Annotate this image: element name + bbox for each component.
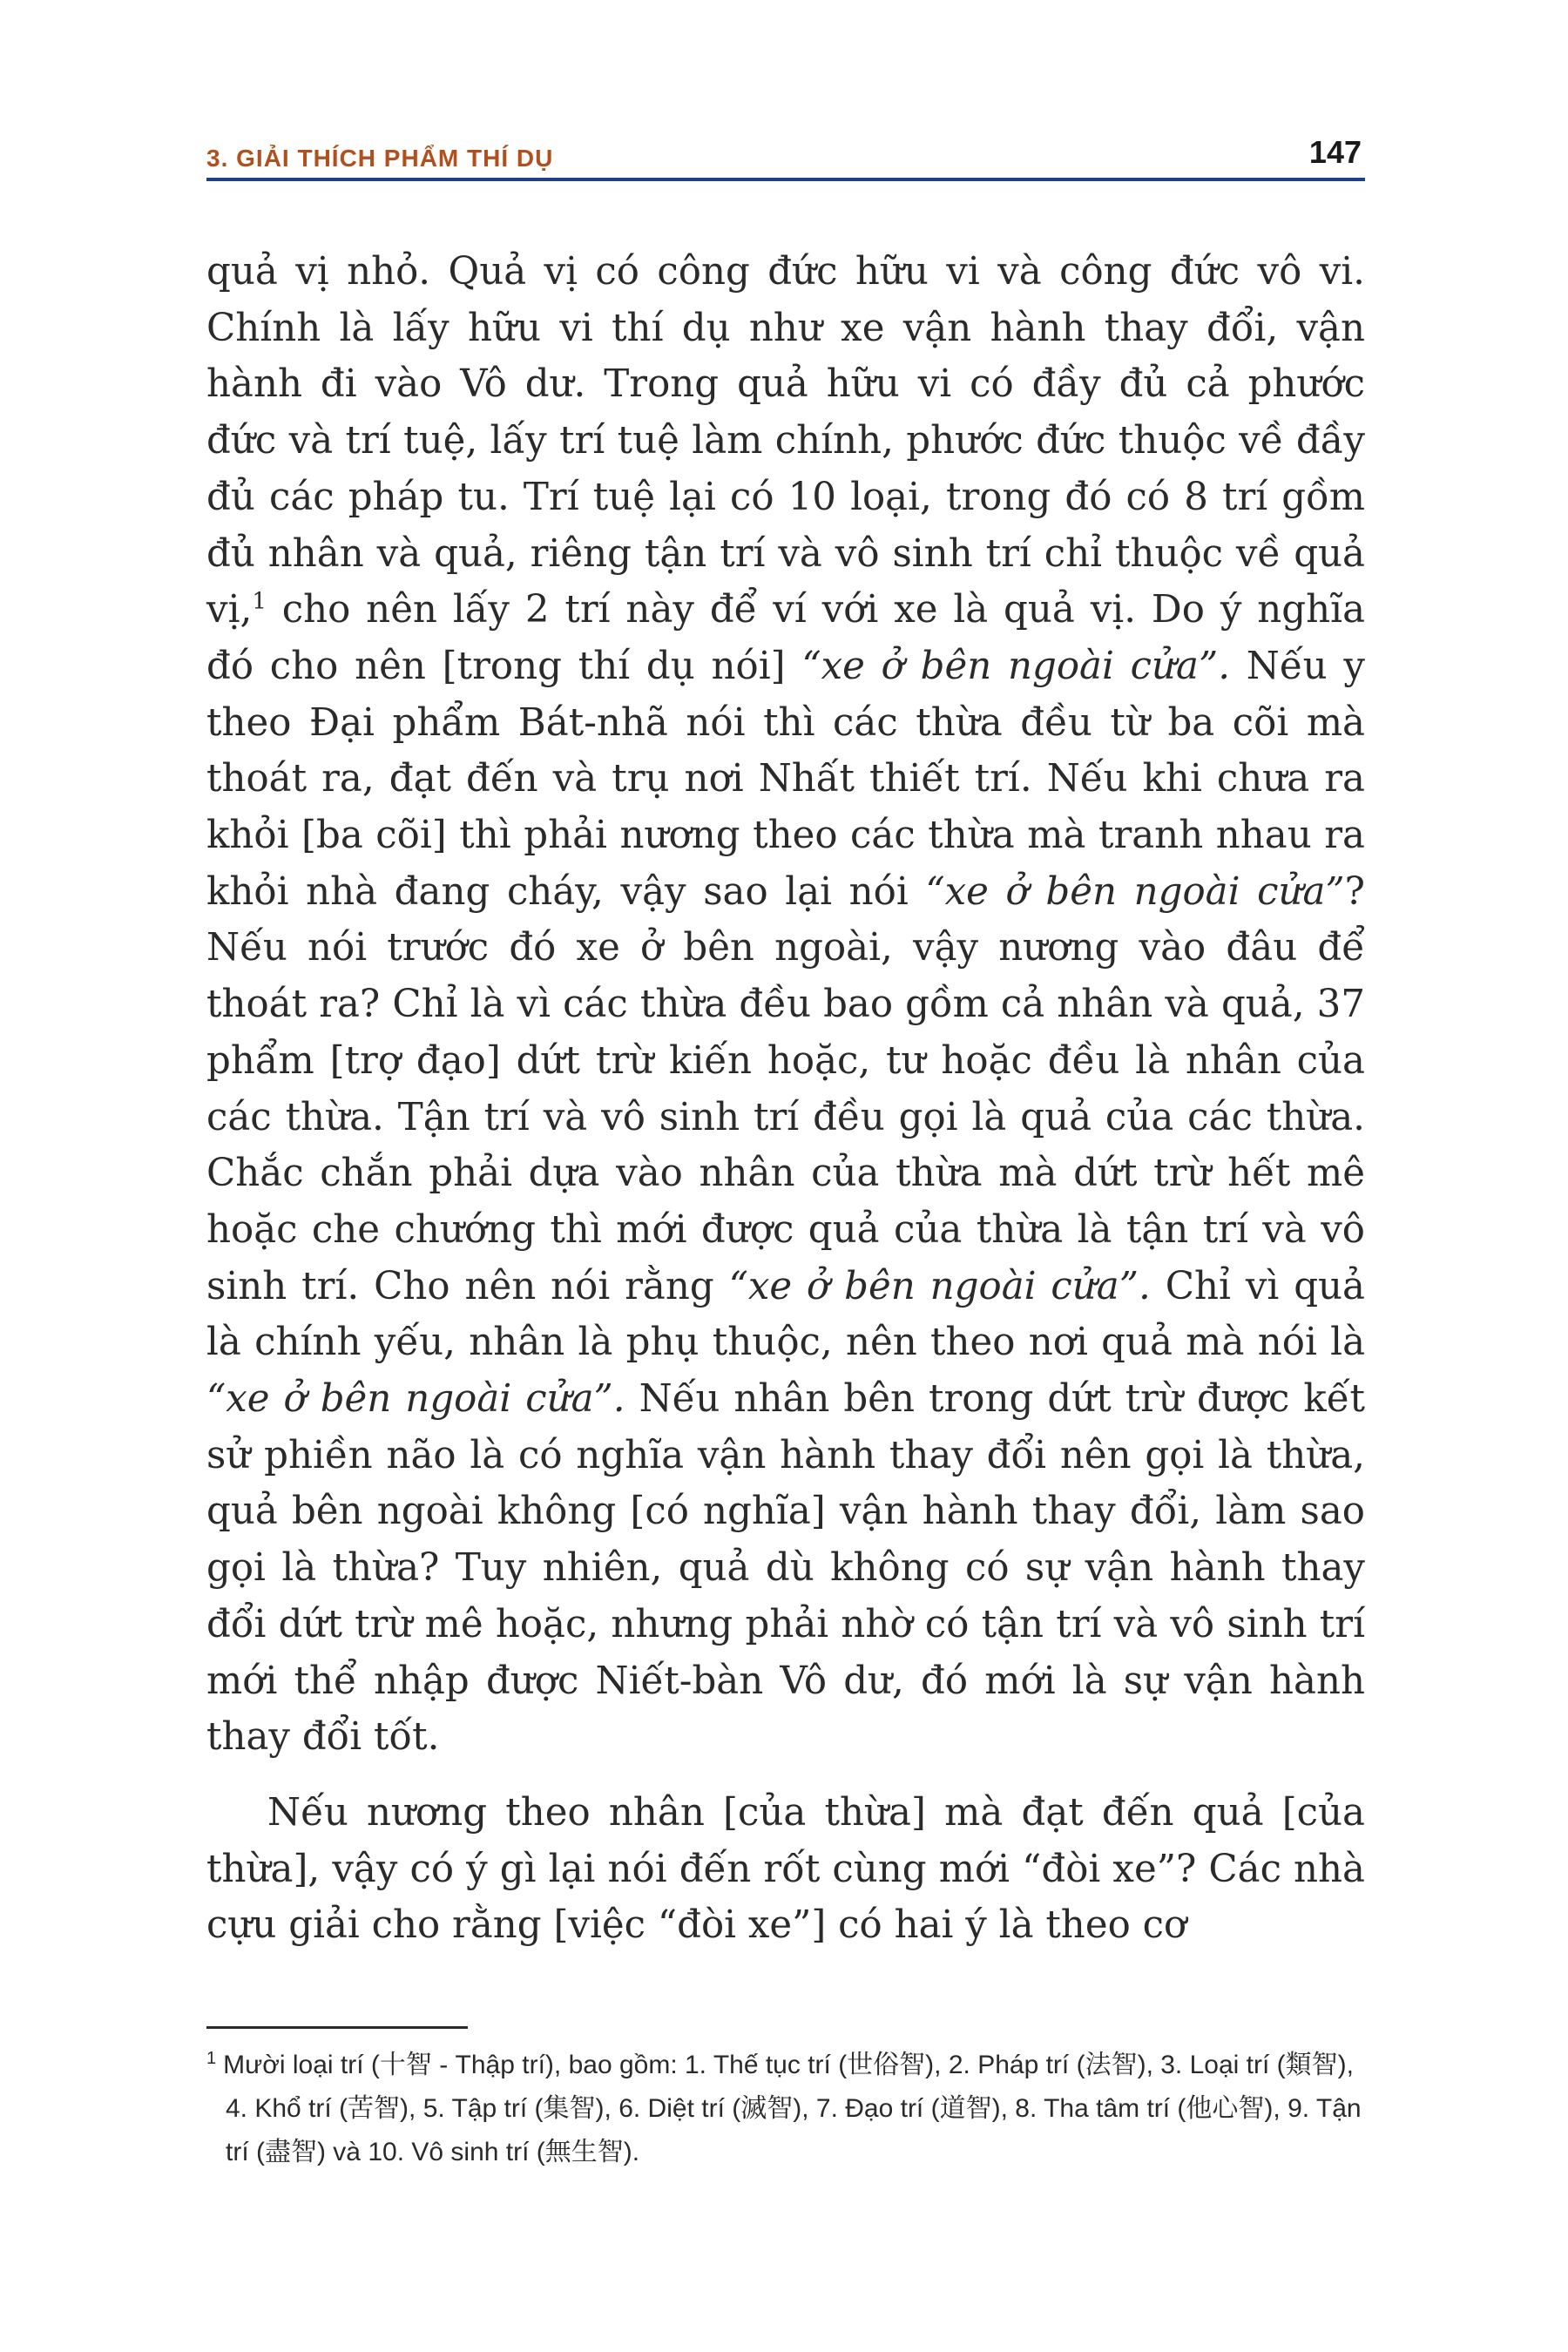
footnote-1 [206,2044,1365,2174]
page-number: 147 [1308,134,1362,170]
text-run: Chỉ vì quả là chính yếu, nhân là phụ thuộc, nên theo nơi quả mà nói là [206,1264,1365,1365]
section-title: 3. GIẢI THÍCH PHẨM THÍ DỤ [206,145,554,172]
text-run: ? Nếu nói trước đó xe ở bên ngoài, vậy nương vào đâu để thoát ra? Chỉ là vì các thừa đều bao gồm cả nhân và quả, 37 phẩm [trợ đạo] dứt trừ kiến hoặc, tư hoặc đều là nhân của các thừa. Tận trí và vô sinh trí đều gọi là quả của các thừa. Chắc chắn phải dựa vào nhân của thừa mà dứt trừ hết mê hoặc che chướng thì mới được quả của thừa là tận trí và vô sinh trí. Cho nên nói rằng [206,869,1365,1308]
quote: “xe ở bên ngoài cửa”. [728,1264,1151,1308]
quote: “xe ở bên ngoài cửa” [925,869,1345,914]
quote: “xe ở bên ngoài cửa”. [801,644,1231,688]
text-run: quả vị nhỏ. Quả vị có công đức hữu vi và công đức vô vi. Chính là lấy hữu vi thí dụ như xe vận hành thay đổi, vận hành đi vào Vô dư. Trong quả hữu vi có đầy đủ cả phước đức và trí tuệ, lấy trí tuệ làm chính, phước đức thuộc về đầy đủ các pháp tu. Trí tuệ lại có 10 loại, trong đó có 8 trí gồm đủ nhân và quả, riêng tận trí và vô sinh trí chỉ thuộc về quả vị, [206,250,1365,632]
footnote-text: Mười loại trí (十智 - Thập trí), bao gồm: 1. Thế tục trí (世俗智), 2. Pháp trí (法智), 3. Loại trí (類智), 4. Khổ trí (苦智), 5. Tập trí (集智), 6. Diệt trí (滅智), 7. Đạo trí (道智), 8. Tha tâm trí (他心智), 9. Tận trí (盡智) và 10. Vô sinh trí (無生智). [223,2051,1362,2166]
header-rule [206,178,1365,181]
running-header [206,124,1365,179]
main-text [206,244,1365,1954]
quote: “xe ở bên ngoài cửa”. [206,1377,625,1422]
footnote-separator [206,2026,468,2029]
footnote [206,2044,1365,2174]
paragraph-2: Nếu nương theo nhân [của thừa] mà đạt đến quả [của thừa], vậy có ý gì lại nói đến rốt cùng mới “đòi xe”? Các nhà cựu giải cho rằng [việc “đòi xe”] có hai ý là theo cơ [206,1790,1365,1948]
footnote-mark: 1 [206,2049,217,2068]
text-run: Nếu nhân bên trong dứt trừ được kết sử phiền não là có nghĩa vận hành thay đổi nên gọi là thừa, quả bên ngoài không [có nghĩa] vận hành thay đổi, làm sao gọi là thừa? Tuy nhiên, quả dù không có sự vận hành thay đổi dứt trừ mê hoặc, nhưng phải nhờ có tận trí và vô sinh trí mới thể nhập được Niết-bàn Vô dư, đó mới là sự vận hành thay đổi tốt. [206,1377,1365,1760]
footnote-reference[interactable]: 1 [252,588,267,615]
text-run: Nếu y theo Đại phẩm Bát-nhã nói thì các thừa đều từ ba cõi mà thoát ra, đạt đến và trụ nơi Nhất thiết trí. Nếu khi chưa ra khỏi [ba cõi] thì phải nương theo các thừa mà tranh nhau ra khỏi nhà đang cháy, vậy sao lại nói [206,644,1365,914]
text-run: cho nên lấy 2 trí này để ví với xe là quả vị. Do ý nghĩa đó cho nên [trong thí dụ nói] [206,588,1365,688]
paragraph-1 [206,244,1365,1766]
